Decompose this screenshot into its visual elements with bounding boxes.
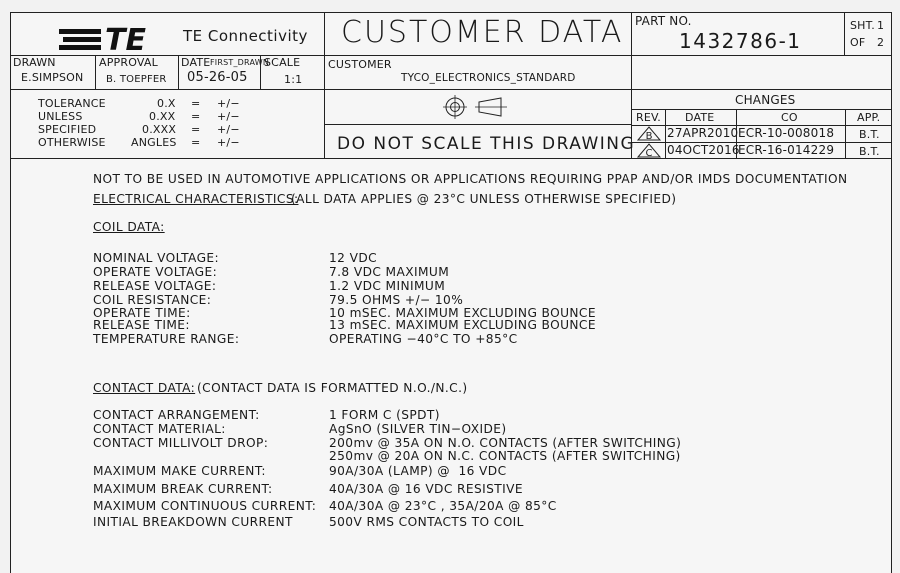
tolerance-key: 0.XX xyxy=(149,110,176,123)
date-label: DATE xyxy=(181,56,211,69)
tolerance-label: UNLESS xyxy=(38,110,83,123)
svg-text:TE: TE xyxy=(105,25,146,53)
change-date: 04OCT2016 xyxy=(667,143,740,157)
tolerance-eq: = xyxy=(191,123,201,136)
change-date: 27APR2010 xyxy=(667,126,739,140)
contact-value: 90A/30A (LAMP) @ 16 VDC xyxy=(329,464,507,478)
contact-heading: CONTACT DATA: xyxy=(93,381,196,395)
contact-value: 40A/30A @ 23°C , 35A/20A @ 85°C xyxy=(329,499,557,513)
coil-label: OPERATE TIME: xyxy=(93,306,191,320)
revision-letter: C xyxy=(645,148,653,158)
coil-value: 79.5 OHMS +/− 10% xyxy=(329,293,464,307)
tolerance-label: SPECIFIED xyxy=(38,123,97,136)
change-co: ECR-10-008018 xyxy=(738,126,835,140)
part-no-label: PART NO. xyxy=(635,14,692,28)
changes-divider xyxy=(665,109,666,158)
coil-value: 1.2 VDC MINIMUM xyxy=(329,279,446,293)
coil-label: COIL RESISTANCE: xyxy=(93,293,212,307)
approval-by: B. TOEPFER xyxy=(106,74,167,85)
first-drawn-label: FIRST_DRAWN xyxy=(210,58,270,67)
tolerance-key: 0.XXX xyxy=(142,123,177,136)
electrical-heading: ELECTRICAL CHARACTERISTICS: xyxy=(93,192,299,206)
tolerance-label: OTHERWISE xyxy=(38,136,106,149)
te-logo xyxy=(59,25,169,57)
coil-value: 10 mSEC. MAXIMUM EXCLUDING BOUNCE xyxy=(329,306,596,320)
tolerance-value: +/− xyxy=(217,123,240,136)
te-logo-icon xyxy=(59,25,169,53)
changes-header-co: CO xyxy=(781,111,798,124)
contact-value: AgSnO (SILVER TIN−OXIDE) xyxy=(329,422,507,436)
tolerance-value: +/− xyxy=(217,97,240,110)
title-row-divider xyxy=(324,124,631,125)
revision-letter: B xyxy=(645,131,653,141)
changes-title: CHANGES xyxy=(735,93,796,107)
date-value: 05-26-05 xyxy=(187,70,248,85)
contact-label: CONTACT ARRANGEMENT: xyxy=(93,408,260,422)
approval-label: APPROVAL xyxy=(99,56,158,69)
coil-label: TEMPERATURE RANGE: xyxy=(93,332,240,346)
title-row-divider xyxy=(11,89,891,90)
sheet-number: 1 xyxy=(877,19,885,32)
coil-value: 13 mSEC. MAXIMUM EXCLUDING BOUNCE xyxy=(329,318,596,332)
part-number: 1432786-1 xyxy=(679,29,802,53)
scale-label: SCALE xyxy=(264,56,301,69)
tolerance-key: 0.X xyxy=(157,97,176,110)
title-col-divider xyxy=(178,55,179,89)
changes-divider xyxy=(631,109,891,110)
changes-header-rev: REV. xyxy=(636,111,661,124)
coil-label: RELEASE VOLTAGE: xyxy=(93,279,217,293)
do-not-scale-note: DO NOT SCALE THIS DRAWING xyxy=(337,134,636,154)
contact-value: 40A/30A @ 16 VDC RESISTIVE xyxy=(329,482,523,496)
drawn-by: E.SIMPSON xyxy=(21,71,84,84)
title-block-bottom xyxy=(11,158,891,159)
coil-label: OPERATE VOLTAGE: xyxy=(93,265,218,279)
contact-label: MAXIMUM BREAK CURRENT: xyxy=(93,482,273,496)
contact-value: 250mv @ 20A ON N.C. CONTACTS (AFTER SWITCHING) xyxy=(329,449,681,463)
changes-header-date: DATE xyxy=(685,111,715,124)
changes-header-app: APP. xyxy=(857,111,881,124)
title-col-divider xyxy=(95,55,96,89)
coil-label: RELEASE TIME: xyxy=(93,318,190,332)
of-label: OF xyxy=(850,36,866,49)
contact-label: MAXIMUM MAKE CURRENT: xyxy=(93,464,266,478)
contact-value: 1 FORM C (SPDT) xyxy=(329,408,440,422)
contact-label: MAXIMUM CONTINUOUS CURRENT: xyxy=(93,499,317,513)
coil-value: OPERATING −40°C TO +85°C xyxy=(329,332,518,346)
change-app: B.T. xyxy=(859,128,880,141)
tolerance-key: ANGLES xyxy=(131,136,177,149)
warning-note: NOT TO BE USED IN AUTOMOTIVE APPLICATIONS OR APPLICATIONS REQUIRING PPAP AND/OR IMDS DOCUMENTATION xyxy=(93,172,848,186)
customer-value: TYCO_ELECTRONICS_STANDARD xyxy=(401,72,576,84)
contact-value: 500V RMS CONTACTS TO COIL xyxy=(329,515,524,529)
of-number: 2 xyxy=(877,36,885,49)
title-col-divider xyxy=(324,13,325,158)
change-co: ECR-16-014229 xyxy=(738,143,835,157)
coil-label: NOMINAL VOLTAGE: xyxy=(93,251,220,265)
sheet-label: SHT. xyxy=(850,19,875,32)
change-app: B.T. xyxy=(859,145,880,158)
electrical-note: (ALL DATA APPLIES @ 23°C UNLESS OTHERWISE SPECIFIED) xyxy=(291,192,677,206)
document-title: CUSTOMER DATA xyxy=(341,15,624,50)
coil-heading: COIL DATA: xyxy=(93,220,165,234)
customer-label: CUSTOMER xyxy=(328,58,392,71)
contact-label: CONTACT MILLIVOLT DROP: xyxy=(93,436,269,450)
contact-label: CONTACT MATERIAL: xyxy=(93,422,226,436)
drawing-sheet xyxy=(10,12,892,573)
changes-divider xyxy=(845,109,846,158)
tolerance-eq: = xyxy=(191,97,201,110)
revision-triangle-icon xyxy=(636,143,662,162)
coil-value: 7.8 VDC MAXIMUM xyxy=(329,265,450,279)
contact-value: 200mv @ 35A ON N.O. CONTACTS (AFTER SWITCHING) xyxy=(329,436,682,450)
title-col-divider xyxy=(844,13,845,55)
tolerance-label: TOLERANCE xyxy=(38,97,106,110)
tolerance-value: +/− xyxy=(217,110,240,123)
tolerance-eq: = xyxy=(191,136,201,149)
contact-note: (CONTACT DATA IS FORMATTED N.O./N.C.) xyxy=(197,381,468,395)
coil-value: 12 VDC xyxy=(329,251,378,265)
scale-value: 1:1 xyxy=(284,73,303,86)
contact-label: INITIAL BREAKDOWN CURRENT xyxy=(93,515,293,529)
company-name: TE Connectivity xyxy=(183,27,308,45)
drawn-label: DRAWN xyxy=(13,56,56,69)
third-angle-projection-icon xyxy=(443,95,513,123)
tolerance-value: +/− xyxy=(217,136,240,149)
tolerance-eq: = xyxy=(191,110,201,123)
